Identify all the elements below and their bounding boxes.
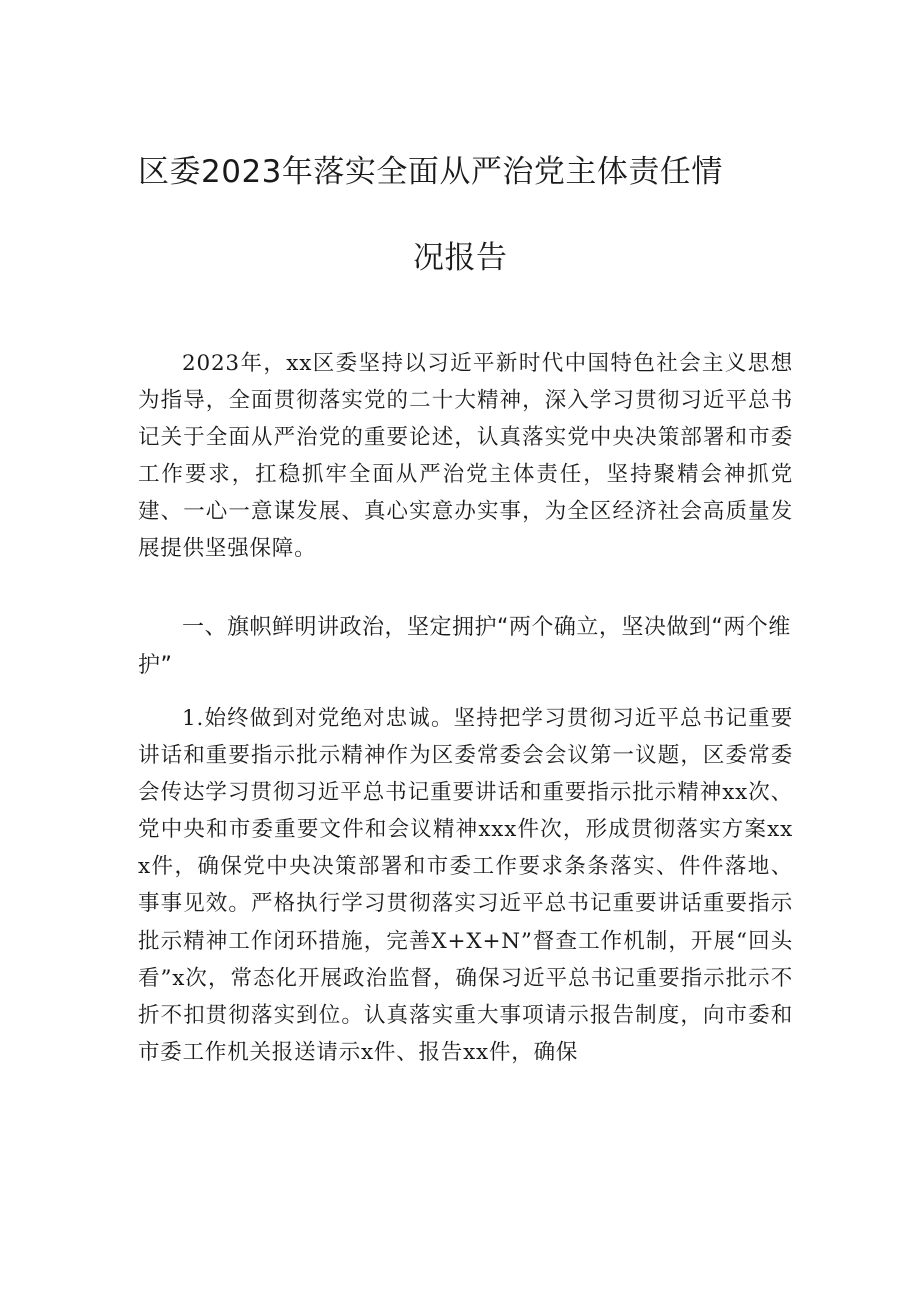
document-title-line-2: 况报告 bbox=[413, 240, 508, 276]
section-heading-1: 一、旗帜鲜明讲政治，坚定拥护“两个确立，坚决做到“两个维护” bbox=[138, 615, 791, 678]
section-1-paragraph-1: 1.始终做到对党绝对忠诚。坚持把学习贯彻习近平总书记重要讲话和重要指示批示精神作为区委常委会会议第一议题，区委常委会传达学习贯彻习近平总书记重要讲话和重要指示批示精神xx次、党中央和市委重要文件和会议精神xxx件次，形成贯彻落实方案xxx件，确保党中央决策部署和市委工作要求条条落实、件件落地、事事见效。严格执行学习贯彻落实习近平总书记重要讲话重要指示批示精神工作闭环措施，完善X+X+N”督查工作机制，开展“回头看”x次，常态化开展政治监督，确保习近平总书记重要指示批示不折不扣贯彻落实到位。认真落实重大事项请示报告制度，向市委和市委工作机关报送请示x件、报告xx件，确保 bbox=[138, 706, 793, 1065]
intro-paragraph: 2023年，xx区委坚持以习近平新时代中国特色社会主义思想为指导，全面贯彻落实党的二十大精神，深入学习贯彻习近平总书记关于全面从严治党的重要论述，认真落实党中央决策部署和市委工作要求，扛稳抓牢全面从严治党主体责任，坚持聚精会神抓党建、一心一意谋发展、真心实意办实事，为全区经济社会高质量发展提供坚强保障。 bbox=[138, 351, 793, 562]
document-title-line-1: 区委2023年落实全面从严治党主体责任情 bbox=[138, 154, 723, 190]
